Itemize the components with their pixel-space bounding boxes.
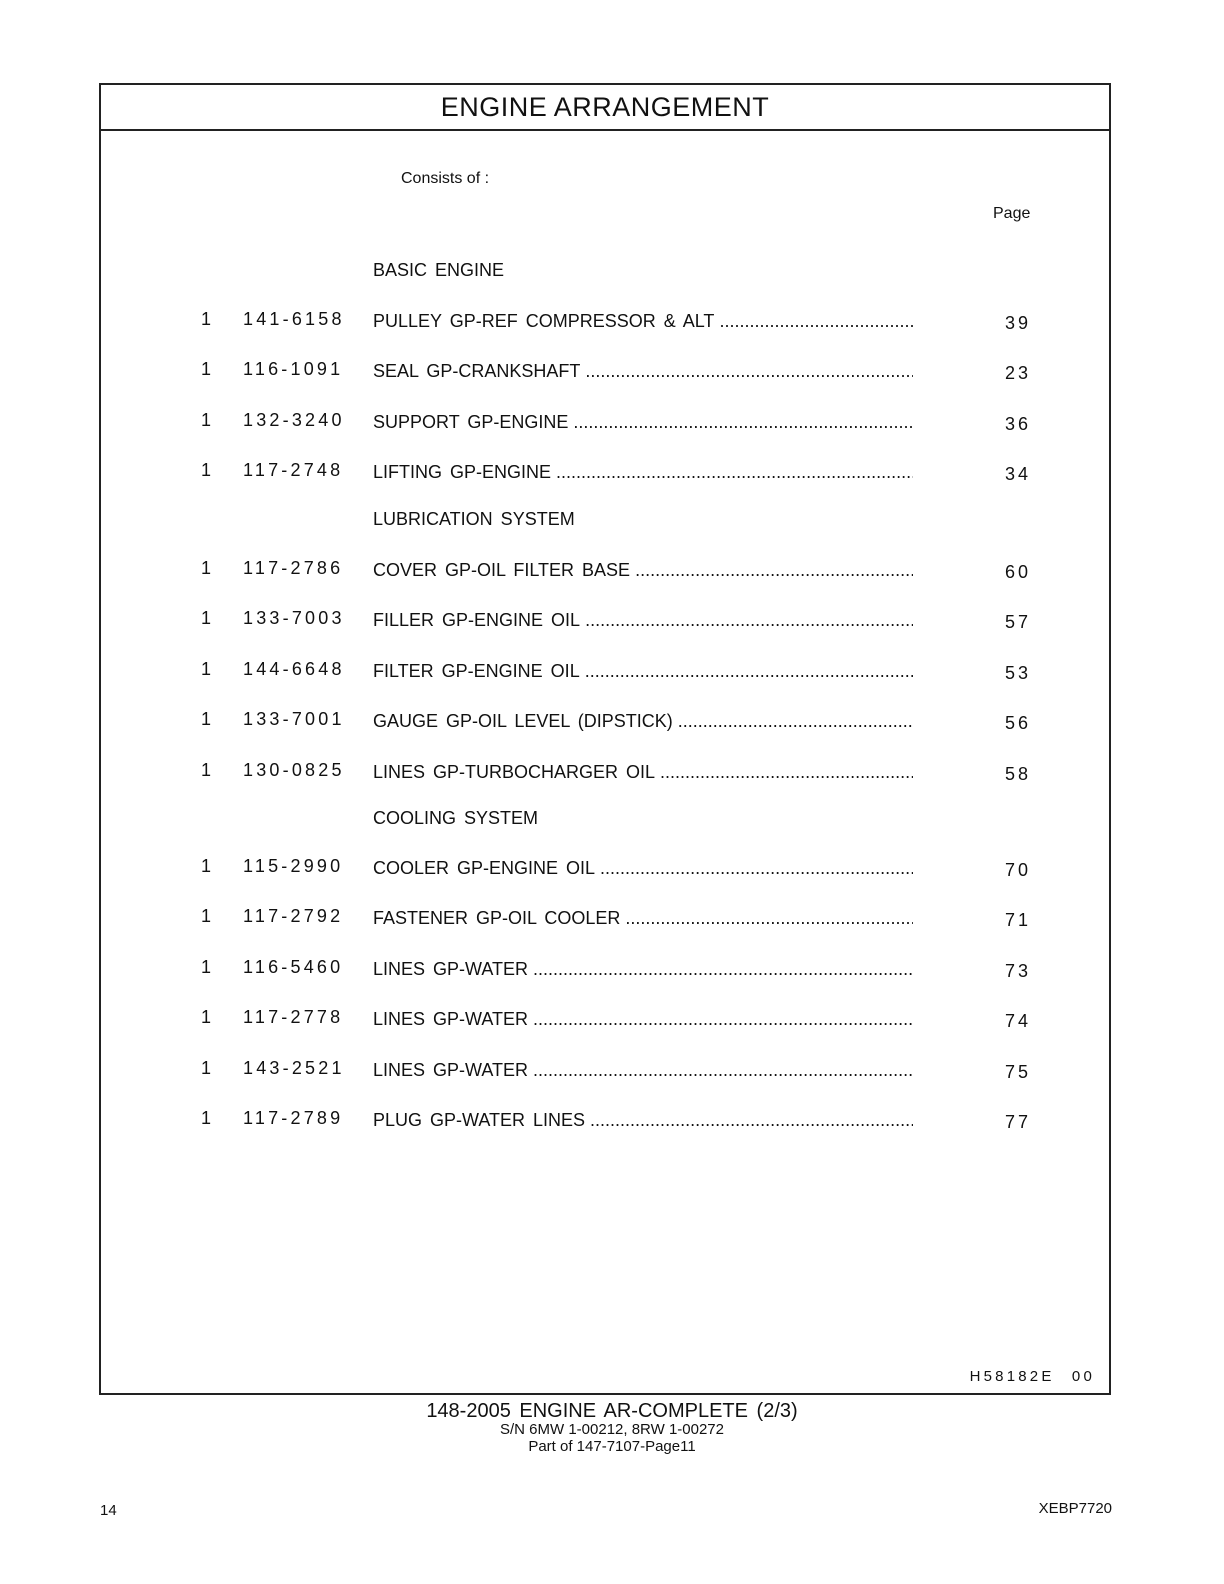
item-quantity: 1 — [201, 359, 212, 379]
item-quantity: 1 — [201, 608, 212, 628]
item-description: FILLER GP-ENGINE OIL ..... — [373, 610, 913, 631]
page-title: ENGINE ARRANGEMENT — [101, 85, 1109, 131]
item-part-number: 117-2789 — [243, 1108, 344, 1128]
parts-list-item — [101, 1007, 1109, 1033]
parts-list-item — [101, 856, 1109, 882]
item-part-number: 117-2792 — [243, 906, 344, 926]
parts-list-item — [101, 709, 1109, 735]
parts-list-item — [101, 659, 1109, 685]
item-description: FASTENER GP-OIL COOLER ..... — [373, 908, 913, 929]
item-quantity: 1 — [201, 1058, 212, 1078]
parts-list-item — [101, 460, 1109, 486]
illustration-code: H58182E 00 — [969, 1368, 1095, 1385]
item-part-number: 132-3240 — [243, 410, 345, 430]
item-part-number: 117-2748 — [243, 460, 344, 480]
item-page-reference: 23 — [1005, 363, 1032, 383]
item-quantity: 1 — [201, 558, 212, 578]
page-number: 14 — [100, 1502, 117, 1519]
parts-list-item — [101, 410, 1109, 436]
section-heading-cooling-system: COOLING SYSTEM — [373, 808, 539, 828]
item-description: PLUG GP-WATER LINES ..... — [373, 1110, 913, 1131]
item-page-reference: 75 — [1005, 1062, 1032, 1082]
item-page-reference: 58 — [1005, 764, 1032, 784]
item-description: FILTER GP-ENGINE OIL ..... — [373, 661, 913, 682]
item-quantity: 1 — [201, 460, 212, 480]
content-frame — [99, 83, 1111, 1395]
item-page-reference: 36 — [1005, 414, 1032, 434]
parts-list-item — [101, 359, 1109, 385]
item-description: COOLER GP-ENGINE OIL ..... — [373, 858, 913, 879]
item-quantity: 1 — [201, 760, 212, 780]
item-quantity: 1 — [201, 856, 212, 876]
item-description: LIFTING GP-ENGINE ..... — [373, 462, 913, 483]
item-page-reference: 60 — [1005, 562, 1032, 582]
item-description: LINES GP-WATER ..... — [373, 1060, 913, 1081]
item-description: LINES GP-WATER ..... — [373, 959, 913, 980]
item-part-number: 116-1091 — [243, 359, 344, 379]
item-part-number: 141-6158 — [243, 309, 345, 329]
item-page-reference: 71 — [1005, 910, 1032, 930]
footer-part-of: Part of 147-7107-Page11 — [528, 1438, 696, 1455]
footer-serial-numbers: S/N 6MW 1-00212, 8RW 1-00272 — [500, 1421, 724, 1438]
parts-list-item — [101, 906, 1109, 932]
item-part-number: 117-2778 — [243, 1007, 344, 1027]
item-part-number: 143-2521 — [243, 1058, 345, 1078]
item-part-number: 116-5460 — [243, 957, 344, 977]
item-page-reference: 74 — [1005, 1011, 1032, 1031]
item-part-number: 117-2786 — [243, 558, 344, 578]
item-page-reference: 39 — [1005, 313, 1032, 333]
item-description: COVER GP-OIL FILTER BASE ..... — [373, 560, 913, 581]
item-page-reference: 34 — [1005, 464, 1032, 484]
footer-title: 148-2005 ENGINE AR-COMPLETE (2/3) — [426, 1400, 798, 1422]
item-quantity: 1 — [201, 709, 212, 729]
page-column-header: Page — [993, 205, 1031, 222]
section-heading-lubrication-system: LUBRICATION SYSTEM — [373, 509, 575, 529]
item-page-reference: 70 — [1005, 860, 1032, 880]
item-description: SUPPORT GP-ENGINE ..... — [373, 412, 913, 433]
item-page-reference: 53 — [1005, 663, 1032, 683]
consists-of-label: Consists of : — [401, 170, 490, 187]
parts-list-item — [101, 309, 1109, 335]
item-part-number: 130-0825 — [243, 760, 345, 780]
item-quantity: 1 — [201, 410, 212, 430]
item-description: GAUGE GP-OIL LEVEL (DIPSTICK) ..... — [373, 711, 913, 732]
item-part-number: 133-7003 — [243, 608, 345, 628]
item-page-reference: 73 — [1005, 961, 1032, 981]
item-part-number: 115-2990 — [243, 856, 344, 876]
parts-list-item — [101, 957, 1109, 983]
item-quantity: 1 — [201, 906, 212, 926]
item-quantity: 1 — [201, 957, 212, 977]
item-description: LINES GP-TURBOCHARGER OIL ..... — [373, 762, 913, 783]
section-heading-basic-engine: BASIC ENGINE — [373, 260, 505, 280]
parts-list-item — [101, 1108, 1109, 1134]
parts-list-item — [101, 558, 1109, 584]
parts-list-item — [101, 1058, 1109, 1084]
item-page-reference: 56 — [1005, 713, 1032, 733]
item-quantity: 1 — [201, 1007, 212, 1027]
item-description: SEAL GP-CRANKSHAFT ..... — [373, 361, 913, 382]
document-id: XEBP7720 — [1038, 1500, 1112, 1517]
parts-list-item — [101, 760, 1109, 786]
item-quantity: 1 — [201, 309, 212, 329]
item-description: PULLEY GP-REF COMPRESSOR & ALT ..... — [373, 311, 913, 332]
item-page-reference: 77 — [1005, 1112, 1032, 1132]
item-page-reference: 57 — [1005, 612, 1032, 632]
parts-list-item — [101, 608, 1109, 634]
item-description: LINES GP-WATER ..... — [373, 1009, 913, 1030]
item-part-number: 144-6648 — [243, 659, 345, 679]
item-part-number: 133-7001 — [243, 709, 345, 729]
item-quantity: 1 — [201, 1108, 212, 1128]
item-quantity: 1 — [201, 659, 212, 679]
